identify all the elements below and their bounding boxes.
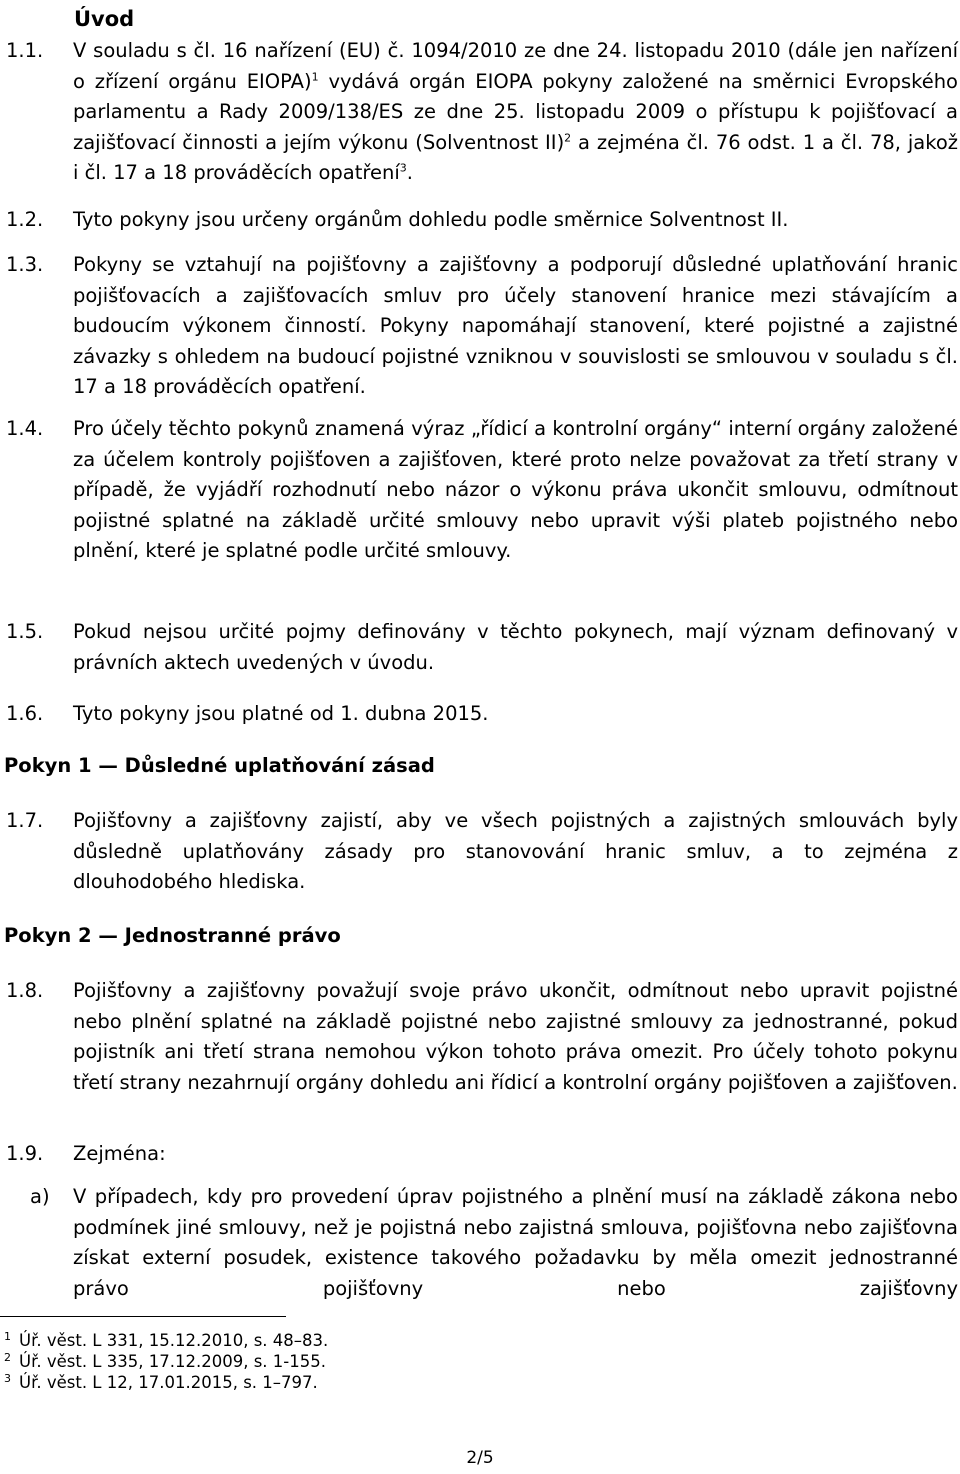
paragraph-text: Pro účely těchto pokynů znamená výraz „řídicí a kontrolní orgány“ interní orgány založené za účelem kontroly pojišťoven a zajišťoven, které proto nelze považovat za třetí strany v případě, že vyjádří rozhodnutí nebo názor o výkonu práva ukončit smlouvu, odmítnout pojistné splatné na základě určité smlouvy nebo upravit výši plateb pojistného nebo plnění, které je splatné podle určité smlouvy. [73, 417, 958, 562]
footnote-ref-1[interactable]: 1 [311, 70, 319, 83]
paragraph-text: V souladu s čl. 16 nařízení (EU) č. 1094/2010 ze dne 24. listopadu 2010 (dále jen nařízení o zřízení orgánu EIOPA)$^1$ vydává orgán EIOPA pokyny založené na směrnici Evropského parlamentu a Rady 2009/138/ES ze dne 25. listopadu 2009 o přístupu k pojišťovací a zajišťovací činnosti a jejím výkonu (Solventnost II)$^2$ a zejména čl. 76 odst. 1 a čl. 78, jakož i čl. 17 a 18 prováděcích opatření$^3$. [73, 39, 958, 184]
paragraph-number: 1.2. [6, 208, 44, 231]
paragraph-1-3 [0, 250, 958, 403]
footnote-2: $^2$ Úř. věst. L 335, 17.12.2009, s. 1-155. [4, 1350, 326, 1371]
list-marker: a) [30, 1185, 50, 1208]
paragraph-1-7 [0, 806, 958, 898]
paragraph-number: 1.5. [6, 620, 44, 643]
paragraph-1-1 [0, 36, 958, 189]
paragraph-1-4 [0, 414, 958, 567]
footnote-ref-2[interactable]: 2 [564, 131, 572, 144]
paragraph-1-2 [0, 205, 958, 236]
page-number: 2/5 [466, 1448, 494, 1468]
footnote-separator [0, 1316, 286, 1317]
paragraph-number: 1.8. [6, 979, 44, 1002]
paragraph-text: Pojišťovny a zajišťovny považují svoje právo ukončit, odmítnout nebo upravit pojistné nebo plnění splatné na základě pojistné nebo zajistné smlouvy za jednostranné, pokud pojistník ani třetí strana nemohou výkon tohoto práva omezit. Pro účely tohoto pokynu třetí strany nezahrnují orgány dohledu ani řídicí a kontrolní orgány pojišťoven a zajišťoven. [73, 979, 958, 1094]
footnote-3: $^3$ Úř. věst. L 12, 17.01.2015, s. 1–797. [4, 1371, 318, 1392]
paragraph-number: 1.4. [6, 417, 44, 440]
list-item-text: V případech, kdy pro provedení úprav pojistného a plnění musí na základě zákona nebo podmínek jiné smlouvy, než je pojistná nebo zajistná smlouva, pojišťovna nebo zajišťovna získat externí posudek, existence takového požadavku by měla omezit jednostranné právo pojišťovny nebo zajišťovny [73, 1185, 958, 1300]
list-item-a [0, 1182, 958, 1304]
paragraph-1-5 [0, 617, 958, 678]
paragraph-1-6 [0, 699, 958, 730]
paragraph-number: 1.7. [6, 809, 44, 832]
footnote-1: $^1$ Úř. věst. L 331, 15.12.2010, s. 48–83. [4, 1329, 329, 1350]
footnote-ref-3[interactable]: 3 [399, 161, 407, 175]
footnotes [4, 1330, 328, 1393]
guideline-2-title: Pokyn 2 — Jednostranné právo [4, 924, 341, 947]
paragraph-text: Pokyny se vztahují na pojišťovny a zajišťovny a podporují důsledné uplatňování hranic pojišťovacích a zajišťovacích smluv pro účely stanovení hranice mezi stávajícím a budoucím výkonem činností. Pokyny napomáhají stanovení, které pojistné a zajistné závazky s ohledem na budoucí pojistné vzniknou v souvislosti se smlouvou v souladu s čl. 17 a 18 prováděcích opatření. [73, 253, 958, 398]
paragraph-text: Zejména: [73, 1142, 166, 1165]
paragraph-1-9 [0, 1139, 958, 1170]
paragraph-number: 1.3. [6, 253, 44, 276]
paragraph-number: 1.1. [6, 39, 44, 62]
paragraph-number: 1.6. [6, 702, 44, 725]
paragraph-number: 1.9. [6, 1142, 44, 1165]
paragraph-text: Tyto pokyny jsou určeny orgánům dohledu podle směrnice Solventnost II. [73, 208, 789, 231]
guideline-1-title: Pokyn 1 — Důsledné uplatňování zásad [4, 754, 435, 777]
section-heading: Úvod [74, 7, 135, 31]
paragraph-text: Pojišťovny a zajišťovny zajistí, aby ve všech pojistných a zajistných smlouvách byly důsledně uplatňovány zásady pro stanovování hranic smluv, a to zejména z dlouhodobého hlediska. [73, 809, 958, 893]
paragraph-1-8 [0, 976, 958, 1098]
paragraph-text: Pokud nejsou určité pojmy definovány v těchto pokynech, mají význam definovaný v právních aktech uvedených v úvodu. [73, 620, 958, 674]
paragraph-text: Tyto pokyny jsou platné od 1. dubna 2015. [73, 702, 489, 725]
